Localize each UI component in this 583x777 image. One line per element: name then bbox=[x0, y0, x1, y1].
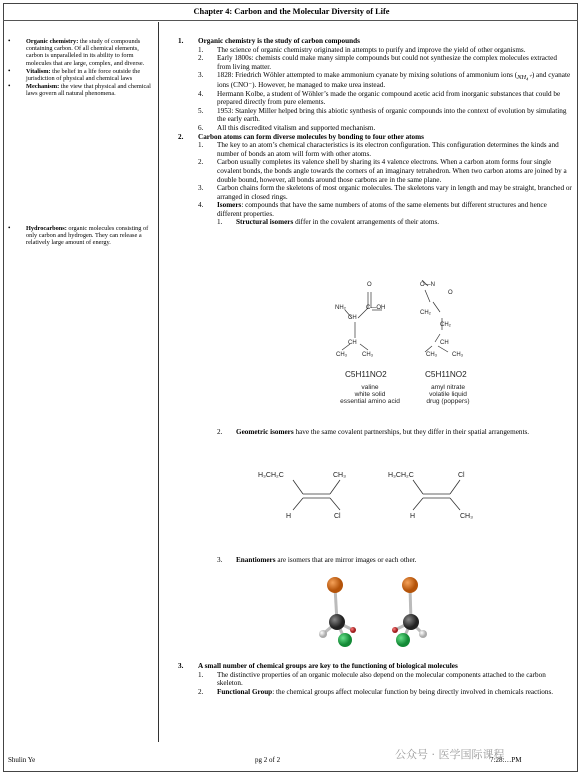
atom-label-ch2: CH₂ bbox=[440, 322, 451, 328]
atom-label-o-n-o: O—N bbox=[420, 282, 435, 288]
sidebar-group-1 bbox=[26, 38, 154, 99]
list-item: 1. The key to an atom’s chemical characteristics is its electron configuration. This configuration determines the kinds and number of bonds an atom will form with other atoms. bbox=[198, 141, 559, 158]
section-title: Carbon atoms can form diverse molecules by bonding to four other atoms bbox=[198, 132, 424, 141]
caption-amyl-nitrate: amyl nitrate volatile liquid drug (poppers) bbox=[426, 384, 470, 405]
footer-time: 7:28:…PM bbox=[490, 756, 522, 764]
atom-label-ch2: CH₂ bbox=[420, 310, 431, 316]
formula-valine: C5H11NO2 bbox=[345, 370, 387, 379]
geo-left-top-right: CH₃ bbox=[333, 472, 346, 479]
sidebar-term: • Mechanism: the view that physical and chemical laws govern all natural phenomena. bbox=[26, 83, 154, 97]
geo-right-bottom-right: CH₃ bbox=[460, 513, 473, 520]
isomer-block-3 bbox=[170, 556, 572, 565]
formula-amyl-nitrate: C5H11NO2 bbox=[425, 370, 467, 379]
list-item: 2. Functional Group: the chemical groups affect molecular function by being directly involved in chemicals reactions. bbox=[198, 687, 554, 696]
section-3: 3. A small number of chemical groups are key to the functioning of biological molecules 1. The distinctive properties of an organic molecule also depend on the molecular components attached to the carbon skeleton. 2. Functional Group: the chemical groups affect molecular function by being directly involved in chemicals reactions. bbox=[170, 662, 572, 696]
list-item: 2. Early 1800s: chemists could make many simple compounds but could not synthesize the complex molecules extracted from living matter. bbox=[198, 54, 557, 71]
geo-left-bottom-right: Cl bbox=[334, 513, 341, 520]
atom-label-o: O bbox=[367, 282, 372, 288]
list-item: 3. Carbon chains form the skeletons of most organic molecules. The skeletons vary in length and may be straight, branched or arranged in closed rings. bbox=[198, 184, 572, 201]
atom-label-nh2: NH₂ bbox=[335, 305, 346, 311]
atom-label-o: O bbox=[448, 290, 453, 296]
atom-label-ch: CH bbox=[348, 340, 357, 346]
watermark: 公众号 · 医学国际课程 bbox=[395, 748, 505, 761]
isomer-item: 2. Geometric isomers have the same covalent partnerships, but they differ in their spatial arrangements. bbox=[217, 428, 530, 436]
atom-label-ch3: CH₃ bbox=[452, 352, 464, 358]
ammonium-ion: NH₄⁺ bbox=[517, 74, 532, 82]
list-item: 4. Isomers: compounds that have the same numbers of atoms of the same elements but different structures and hence different properties. bbox=[198, 201, 547, 218]
section-1: 1. Organic chemistry is the study of carbon compounds 1. The science of organic chemistry originated in attempts to purify and improve the yield of other organisms. 2. Early 1800s: chemists could make many simple compounds but could not synthesize the complex molecules extracted from living matter. 3. 1828: Friedrich Wöhler attempted to make ammonium cyanate by mixing solutions of ammonium ions (NH₄⁺) and cyanate ions (CNO⁻). However, he managed to make urea instead. 4. Hermann Kolbe, a student of Wöhler’s made the organic compound acetic acid from inorganic substances that could be prepared directly from pure elements. 5. 1953: Stanley Miller helped bring this abiotic synthesis of organic compounds into the context of evolution by simulating the early earth. 6. All this discredited vitalism and supported mechanism. bbox=[178, 37, 571, 132]
section-title: Organic chemistry is the study of carbon compounds bbox=[198, 37, 360, 45]
list-item: 1. The distinctive properties of an organic molecule also depend on the molecular components attached to the carbon skeleton. bbox=[198, 670, 546, 688]
atom-label-ch: CH bbox=[440, 340, 449, 346]
sidebar-term: • Organic chemistry: the study of compounds containing carbon. Of all chemical elements, carbon is unparalleled in its ability to form molecules that are large, complex, and diverse. bbox=[26, 38, 154, 67]
isomer-item: 3. Enantiomers are isomers that are mirror images or each other. bbox=[217, 556, 417, 564]
atom-label-ch3: CH₃ bbox=[362, 352, 374, 358]
section-2: 2. Carbon atoms can form diverse molecules by bonding to four other atoms 1. The key to an atom’s chemical characteristics is its electron configuration. This configuration determines the kinds and number of bonds an atom will form with other atoms. 2. Carbon usually completes its valence shell by sharing its 4 valence electrons. When a carbon atom forms four single covalent bonds, the bonds angle towards the corners of an imaginary tetrahedron. When two carbon atoms are joined by a double bound, however, all bonds around those carbons are in the same plane. 3. Carbon chains form the skeletons of most organic molecules. The skeletons vary in length and may be straight, branched or arranged in closed rings. 4. Isomers: compounds that have the same numbers of atoms of the same elements but different structures and hence different properties. 1. Structural isomers differ in the covalent arrangements of their atoms. bbox=[178, 132, 572, 227]
section-title: A small number of chemical groups are key to the functioning of biological molecules bbox=[198, 662, 458, 670]
geo-right-top-right: Cl bbox=[458, 472, 465, 479]
geo-right-top-left: H₃CH₂C bbox=[388, 472, 414, 479]
geo-left-top-left: H₃CH₂C bbox=[258, 472, 284, 479]
footer-author: Shulin Ye bbox=[8, 756, 36, 764]
list-item: 2. Carbon usually completes its valence shell by sharing its 4 valence electrons. When a carbon atom forms four single covalent bonds, the bonds angle towards the corners of an imaginary tetrahedron. When two carbon atoms are joined by a double bound, however, all bonds around those carbons are in the same plane. bbox=[198, 158, 567, 184]
atom-label-ch3: CH₃ bbox=[336, 352, 348, 358]
atom-label-ch: CH bbox=[348, 315, 357, 321]
title-rule bbox=[3, 20, 578, 21]
sidebar-term: • Hydrocarbons: organic molecules consisting of only carbon and hydrogen. They can release a relatively large amount of energy. bbox=[26, 225, 154, 247]
section-3-wrapper bbox=[170, 662, 572, 696]
list-item: 5. 1953: Stanley Miller helped bring this abiotic synthesis of organic compounds into the context of evolution by simulating the early earth. bbox=[198, 106, 567, 124]
atom-label-c: C—OH bbox=[366, 305, 386, 311]
enantiomers-molecule-image bbox=[305, 572, 455, 657]
caption-valine: valine white solid essential amino acid bbox=[340, 384, 400, 405]
main-content bbox=[170, 37, 572, 227]
atom-label-ch3: CH₃ bbox=[426, 352, 438, 358]
isomer-block-2 bbox=[170, 428, 572, 437]
geo-left-bottom-left: H bbox=[286, 513, 292, 520]
list-item: 3. 1828: Friedrich Wöhler attempted to make ammonium cyanate by mixing solutions of ammonium ions (NH₄⁺) and cyanate ions (CNO⁻). However, he managed to make urea instead. bbox=[198, 71, 571, 89]
geo-right-bottom-left: H bbox=[410, 513, 416, 520]
list-item: 6. All this discredited vitalism and supported mechanism. bbox=[198, 123, 376, 132]
isomer-item: 1. Structural isomers differ in the covalent arrangements of their atoms. bbox=[217, 218, 440, 227]
list-item: 1. The science of organic chemistry originated in attempts to purify and improve the yield of other organisms. bbox=[198, 45, 526, 54]
list-item: 4. Hermann Kolbe, a student of Wöhler’s made the organic compound acetic acid from inorganic substances that could be prepared directly from pure elements. bbox=[198, 89, 561, 107]
column-divider bbox=[158, 22, 159, 742]
page-title: Chapter 4: Carbon and the Molecular Diversity of Life bbox=[193, 7, 390, 16]
isomer-list bbox=[198, 218, 572, 227]
sidebar-group-2 bbox=[26, 225, 154, 248]
footer-page: pg 2 of 2 bbox=[255, 756, 281, 764]
sidebar-term: • Vitalism: the belief in a life force outside the jurisdiction of physical and chemical laws bbox=[26, 68, 154, 82]
